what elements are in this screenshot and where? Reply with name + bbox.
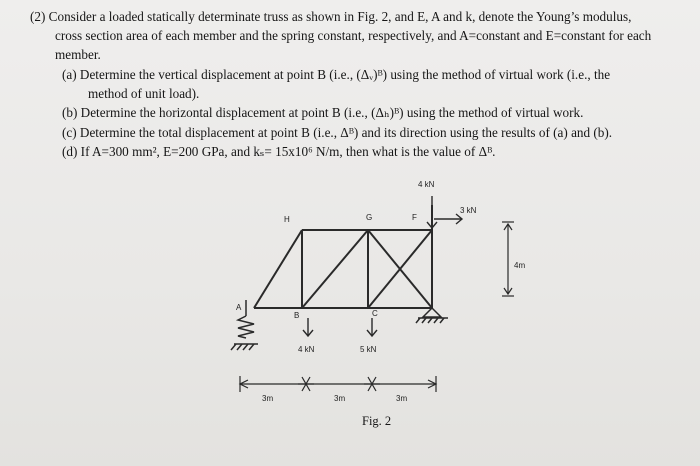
- node-f-label: F: [412, 213, 417, 222]
- member-ah: [254, 230, 302, 308]
- part-b-line: (b) Determine the horizontal displacement at point B (i.e., (Δₕ)ᴮ) using the method of virtual work.: [62, 105, 584, 120]
- node-b-label: B: [294, 311, 300, 320]
- part-d-line: (d) If A=300 mm², E=200 GPa, and kₛ= 15x10⁶ N/m, then what is the value of Δᴮ.: [62, 144, 496, 159]
- height-label: 4m: [514, 261, 526, 270]
- span-dimensions: [240, 376, 436, 392]
- span-1-label: 3m: [262, 394, 274, 403]
- part-a-line-1: (a) Determine the vertical displacement at point B (i.e., (Δᵥ)ᴮ) using the method of virtual work (i.e., the: [62, 67, 611, 82]
- node-g-label: G: [366, 213, 373, 222]
- part-c-line: (c) Determine the total displacement at point B (i.e., Δᴮ) and its direction using the results of (a) and (b).: [62, 125, 613, 140]
- part-a-line-2: method of unit load).: [88, 86, 200, 101]
- intro-line-1: (2) Consider a loaded statically determinate truss as shown in Fig. 2, and E, A and k, denote the Young’s modulus,: [30, 9, 632, 24]
- load-right-label: 3 kN: [460, 206, 477, 215]
- figure-caption: Fig. 2: [362, 414, 392, 428]
- load-c-label: 5 kN: [360, 345, 377, 354]
- load-top-label: 4 kN: [418, 180, 435, 189]
- span-2-label: 3m: [334, 394, 346, 403]
- height-dimension: [502, 222, 514, 296]
- member-bg: [302, 230, 368, 308]
- intro-line-2: cross section area of each member and the spring constant, respectively, and A=constant and E=constant for each: [55, 28, 652, 43]
- node-a-label: A: [236, 303, 242, 312]
- intro-line-3: member.: [55, 47, 101, 62]
- load-b-label: 4 kN: [298, 345, 315, 354]
- span-3-label: 3m: [396, 394, 408, 403]
- pin-support: [416, 308, 448, 323]
- node-h-label: H: [284, 215, 290, 224]
- node-c-label: C: [372, 309, 378, 318]
- truss-members: [254, 205, 432, 308]
